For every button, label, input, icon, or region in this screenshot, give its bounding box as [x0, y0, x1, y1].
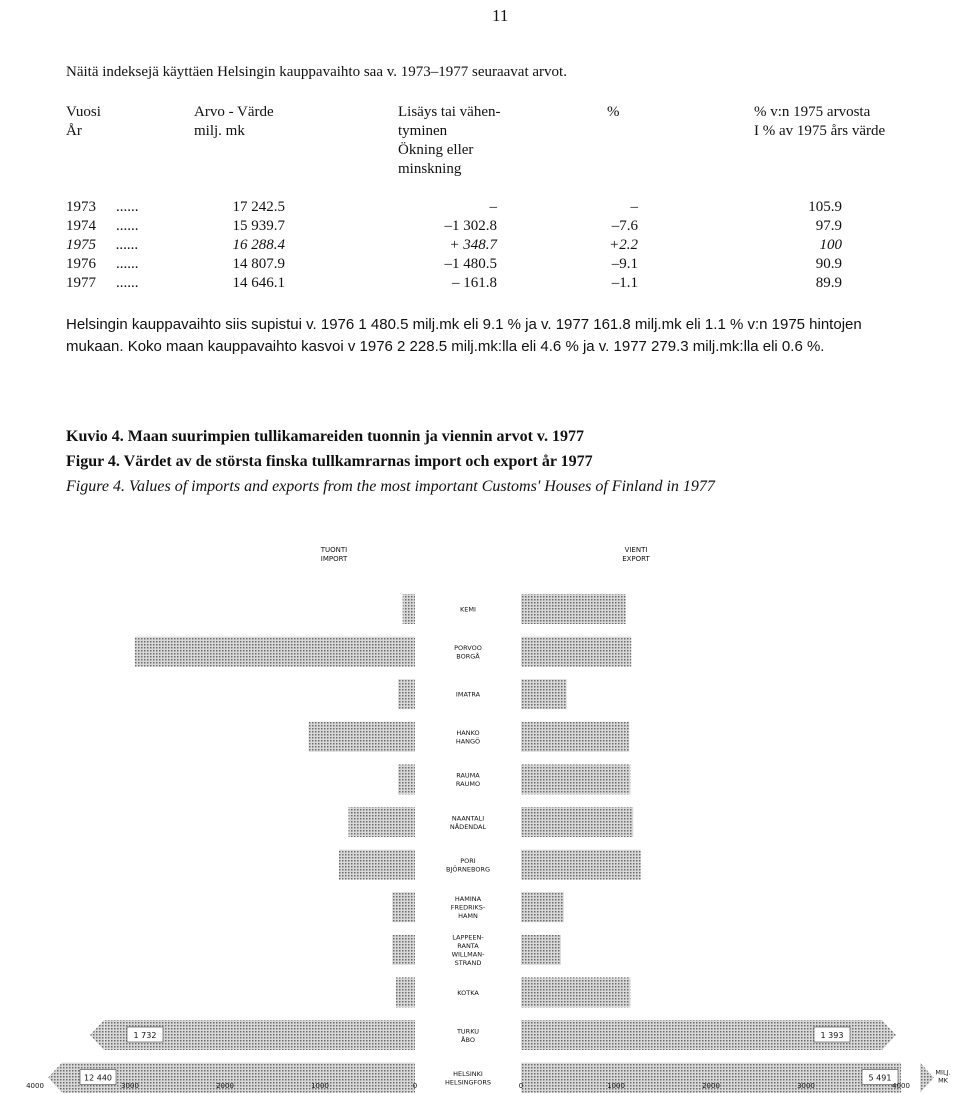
unit-label: MILJ. [935, 1068, 951, 1077]
value-label: 1 732 [133, 1031, 157, 1040]
table-cell-index: 90.9 [815, 256, 842, 272]
x-tick-label: 3000 [797, 1082, 815, 1090]
table-cell-year: 1977 [66, 275, 96, 291]
import-bar [349, 807, 416, 837]
export-bar [521, 679, 567, 709]
category-label: STRAND [454, 959, 482, 968]
caption-en [66, 478, 715, 496]
unit-label: MK [938, 1076, 948, 1085]
table-cell-pct: –1.1 [611, 275, 638, 291]
export-bar [521, 807, 633, 837]
export-bar [521, 850, 641, 880]
export-bar [521, 764, 630, 794]
table-cell-index: 97.9 [815, 218, 842, 234]
category-label: HANGÖ [455, 737, 481, 746]
x-tick-label: 2000 [216, 1082, 234, 1090]
table-cell-value: 14 807.9 [232, 256, 285, 272]
table-cell-index: 105.9 [808, 199, 842, 215]
table-cell-dots: ...... [116, 199, 139, 215]
category-label: BORGÅ [456, 652, 480, 661]
table-cell-pct: +2.2 [609, 237, 638, 253]
caption-fi-label: Kuvio 4. [66, 428, 124, 445]
category-label: HELSINGFORS [444, 1078, 492, 1087]
caption-en-text: Values of imports and exports from the most important Customs' Houses of Finland in 1977 [128, 478, 715, 495]
caption-fi-text: Maan suurimpien tullikamareiden tuonnin ja viennin arvot v. 1977 [127, 428, 585, 445]
category-label: BJÖRNEBORG [446, 865, 490, 874]
value-label: 12 440 [84, 1073, 112, 1083]
page-number: 11 [492, 6, 509, 25]
category-label: RANTA [457, 942, 479, 951]
header-index: % v:n 1975 arvosta I % av 1975 års värde [754, 104, 886, 139]
category-label: NÅDENDAL [449, 822, 487, 831]
caption-sv [66, 453, 593, 471]
header-year: Vuosi År [66, 104, 101, 139]
export-bar [521, 977, 630, 1007]
x-tick-label: 1000 [607, 1082, 625, 1090]
category-label: PORVOO [454, 643, 482, 652]
table-cell-change: + 348.7 [449, 237, 497, 253]
table-cell-value: 16 288.4 [232, 237, 285, 253]
import-bar [403, 594, 415, 624]
import-bar [398, 764, 415, 794]
header-change: Lisäys tai vähen- tyminen Ökning eller minskning [398, 104, 501, 177]
table-cell-index: 100 [819, 237, 842, 253]
category-label: WILLMAN- [451, 950, 485, 959]
table-cell-pct: –9.1 [611, 256, 638, 272]
caption-en-label: Figure 4. [66, 478, 125, 495]
table-cell-change: –1 302.8 [444, 218, 497, 234]
category-label: HAMINA [454, 895, 482, 904]
category-label: LAPPEEN- [452, 933, 484, 942]
import-bar [135, 637, 415, 667]
header-percent: % [607, 104, 620, 120]
intro-sentence: Näitä indeksejä käyttäen Helsingin kauppavaihto saa v. 1973–1977 seuraavat arvot. [66, 64, 567, 80]
export-bar [521, 637, 631, 667]
x-tick-label: 0 [518, 1082, 524, 1090]
value-label: 1 393 [820, 1031, 844, 1040]
table-cell-value: 15 939.7 [232, 218, 285, 234]
category-label: KOTKA [457, 988, 479, 997]
x-tick-label: 0 [412, 1082, 418, 1090]
table-cell-change: –1 480.5 [444, 256, 497, 272]
category-label: HELSINKI [453, 1069, 483, 1078]
x-tick-label: 3000 [121, 1082, 139, 1090]
import-label: IMPORT [320, 555, 348, 563]
summary-paragraph: Helsingin kauppavaihto siis supistui v. 1976 1 480.5 milj.mk eli 9.1 % ja v. 1977 161.8 milj.mk eli 1.1 % v:n 1975 hintojen mukaan. Koko maan kauppavaihto kasvoi v 1976 2 228.5 milj.mk:lla eli 4.6 % ja v. 1977 279.3 milj.mk:lla eli 0.6 %. [66, 316, 862, 355]
x-tick-label: 2000 [702, 1082, 720, 1090]
category-label: NAANTALI [451, 814, 485, 823]
value-label: 5 491 [868, 1073, 892, 1083]
export-label: VIENTI [624, 546, 648, 554]
export-bar [521, 594, 626, 624]
category-label: RAUMO [455, 780, 481, 789]
export-bar [521, 722, 629, 752]
table-cell-year: 1974 [66, 218, 96, 234]
category-label: FREDRIKS- [450, 903, 486, 912]
table-cell-value: 17 242.5 [232, 199, 285, 215]
x-tick-label: 4000 [892, 1082, 910, 1090]
import-label: TUONTI [320, 546, 348, 554]
table-cell-pct: – [630, 199, 638, 215]
table-cell-year: 1976 [66, 256, 96, 272]
bar-break-tip [90, 1020, 104, 1050]
import-bar [392, 892, 415, 922]
category-label: PORI [460, 856, 476, 865]
export-label: EXPORT [622, 555, 650, 563]
bar-break-tip [920, 1063, 934, 1093]
table-cell-pct: –7.6 [611, 218, 638, 234]
table-cell-year: 1975 [66, 237, 96, 253]
category-label: IMATRA [455, 690, 481, 699]
table-cell-index: 89.9 [815, 275, 842, 291]
caption-sv-label: Figur 4. [66, 453, 120, 470]
category-label: HAMN [458, 912, 478, 921]
table-cell-year: 1973 [66, 199, 96, 215]
import-bar [339, 850, 415, 880]
category-label: RAUMA [456, 771, 480, 780]
table-cell-dots: ...... [116, 256, 139, 272]
table-cell-dots: ...... [116, 237, 139, 253]
export-bar [521, 892, 564, 922]
bar-break-tip [48, 1063, 62, 1093]
import-bar [398, 679, 415, 709]
table-cell-dots: ...... [116, 275, 139, 291]
category-label: KEMI [460, 605, 476, 614]
x-tick-label: 1000 [311, 1082, 329, 1090]
bar-break-tip [882, 1020, 896, 1050]
table-cell-value: 14 646.1 [232, 275, 285, 291]
customs-houses-chart [0, 530, 960, 1094]
header-value: Arvo - Värde milj. mk [194, 104, 274, 139]
import-bar [392, 935, 415, 965]
import-bar [396, 977, 415, 1007]
table-cell-dots: ...... [116, 218, 139, 234]
table-cell-change: – 161.8 [452, 275, 497, 291]
x-tick-label: 4000 [26, 1082, 44, 1090]
category-label: HANKO [456, 729, 480, 738]
table-cell-change: – [489, 199, 497, 215]
category-label: TURKU [456, 1027, 480, 1036]
category-label: ÅBO [461, 1035, 475, 1044]
caption-fi [66, 428, 584, 446]
export-bar [521, 935, 561, 965]
import-bar [309, 722, 415, 752]
caption-sv-text: Värdet av de största finska tullkamrarnas import och export år 1977 [123, 453, 593, 470]
